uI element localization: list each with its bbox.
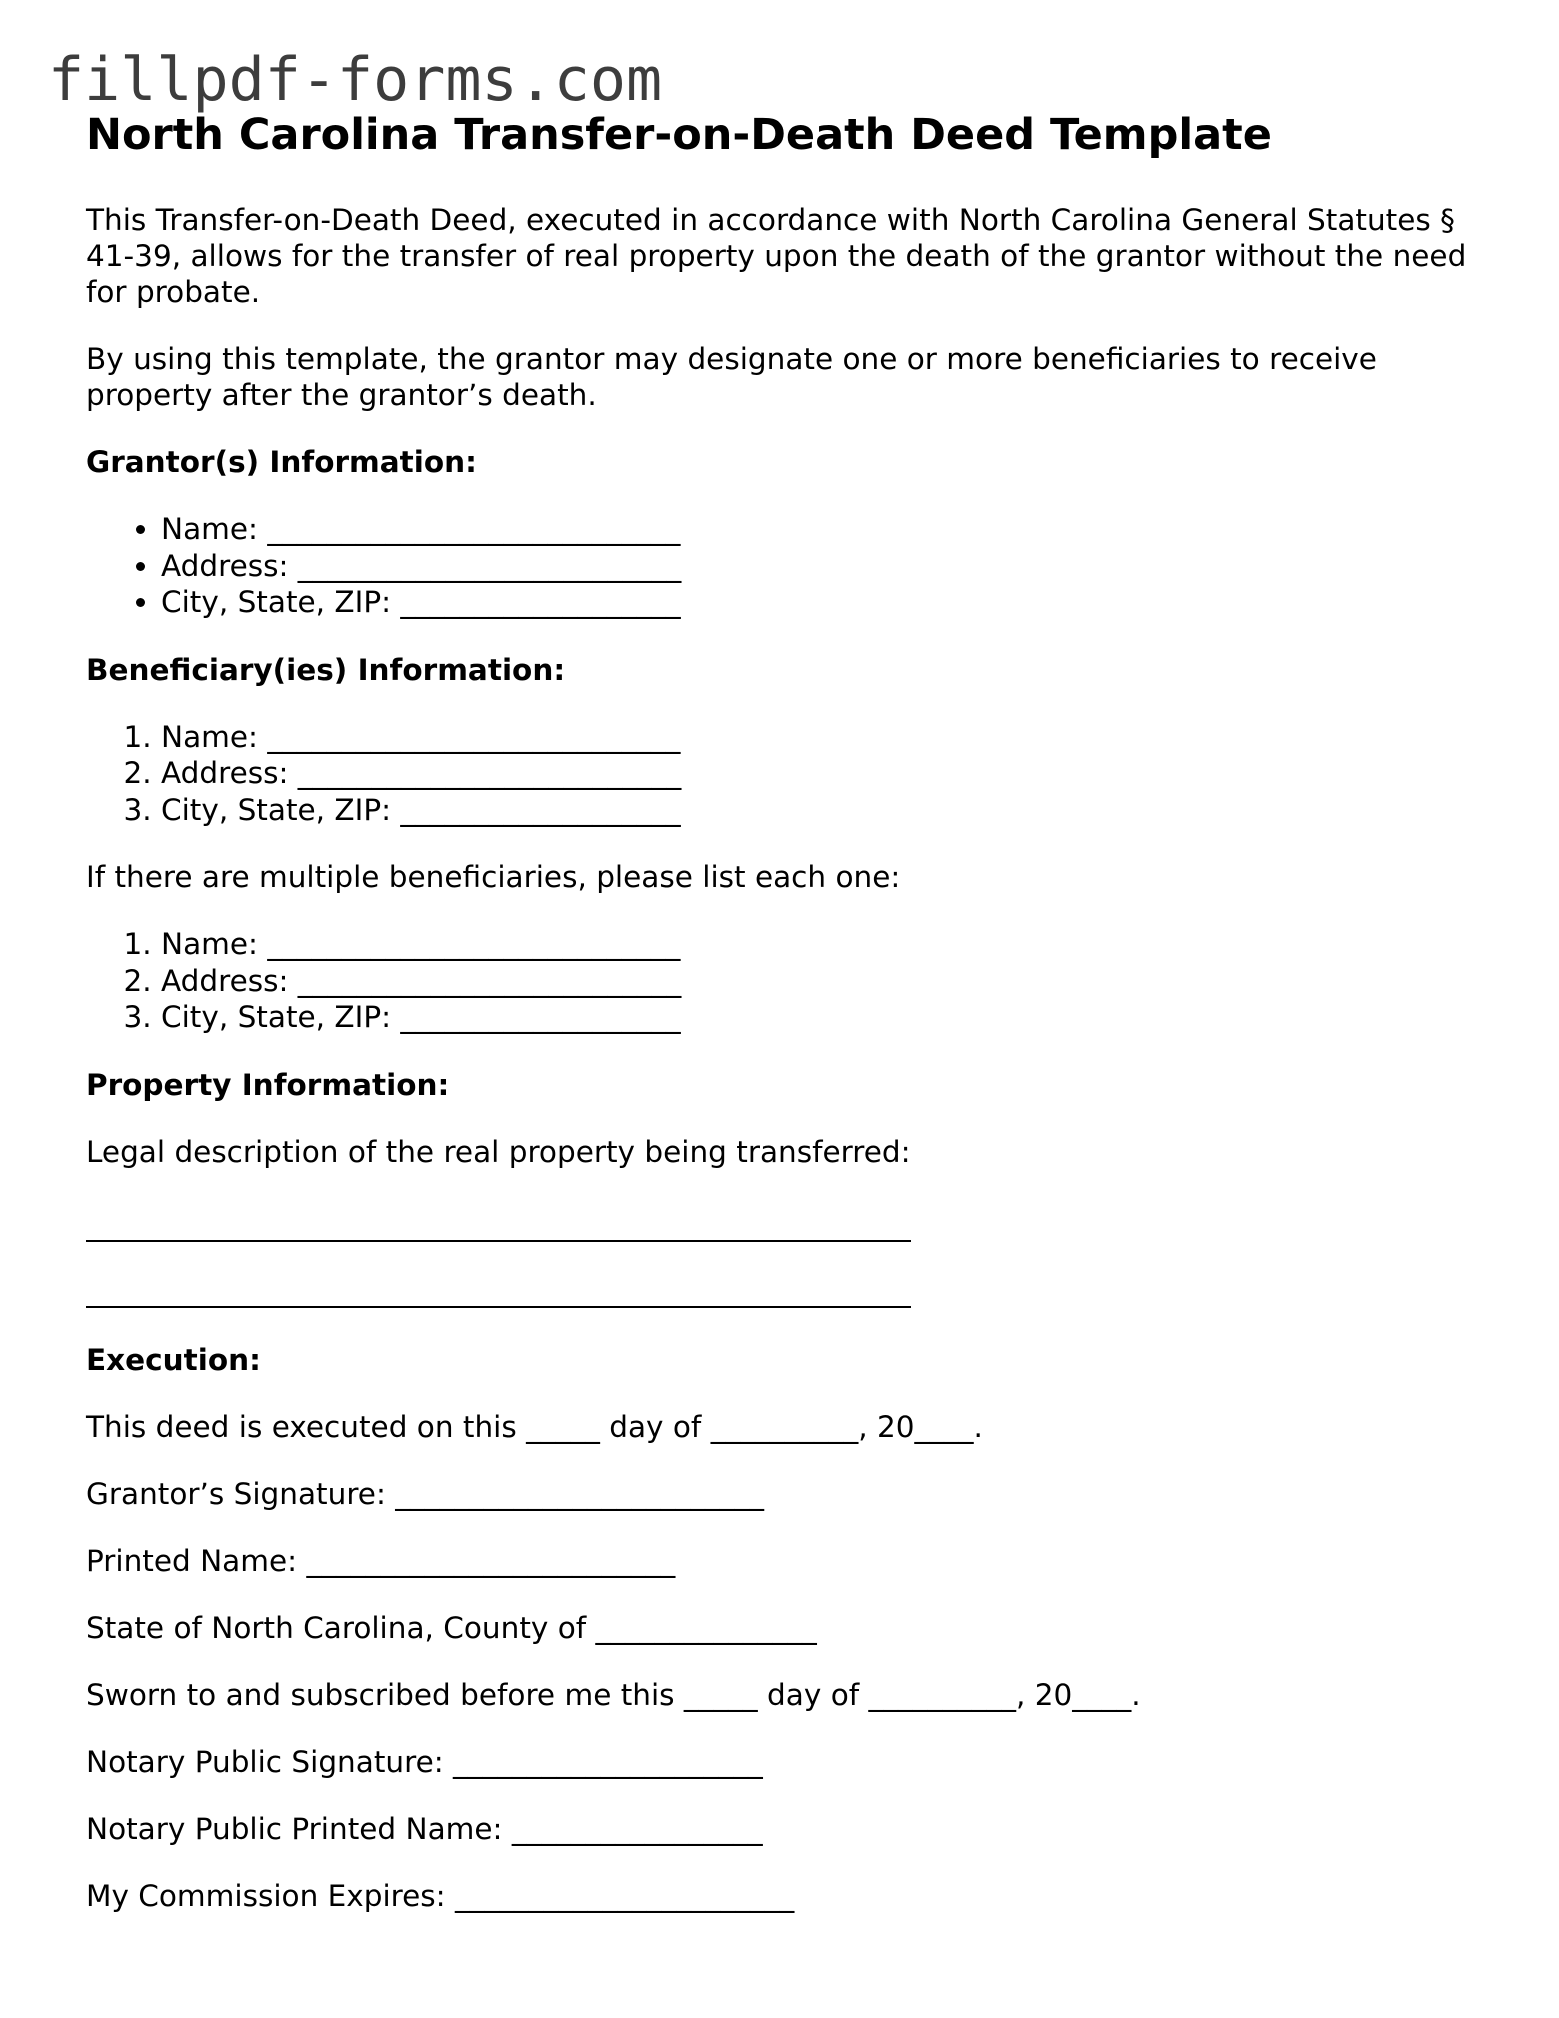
intro-paragraph-1: This Transfer-on-Death Deed, executed in accordance with North Carolina General Statutes § 41-39, allows for the transfer of real property upon the death of the grantor without the need for probate. [86, 203, 1467, 309]
sworn-subscribed-line: Sworn to and subscribed before me this _____ day of __________, 20____. [86, 1677, 1141, 1712]
commission-expires-line: My Commission Expires: _______________________ [86, 1878, 795, 1913]
additional-beneficiary-city-state-zip-field: 3. City, State, ZIP: ___________________ [161, 999, 1486, 1036]
execution-heading: Execution: [86, 1342, 261, 1377]
grantor-name-field: • Name: ____________________________ [161, 511, 1486, 548]
page-title: North Carolina Transfer-on-Death Deed Template [86, 110, 1272, 160]
additional-beneficiary-name-field: 1. Name: ____________________________ [161, 926, 1486, 963]
document-body [86, 106, 1486, 1914]
beneficiary-city-state-zip-field: 3. City, State, ZIP: ___________________ [161, 792, 1486, 829]
legal-description-label: Legal description of the real property being transferred: [86, 1134, 911, 1169]
county-line: State of North Carolina, County of _______________ [86, 1610, 817, 1645]
grantor-heading: Grantor(s) Information: [86, 445, 477, 479]
notary-signature-line: Notary Public Signature: _____________________ [86, 1744, 763, 1779]
property-heading: Property Information: [86, 1067, 450, 1102]
printed-name-line: Printed Name: _________________________ [86, 1543, 676, 1578]
execution-date-line: This deed is executed on this _____ day of __________, 20____. [86, 1409, 983, 1444]
grantor-signature-line: Grantor’s Signature: _________________________ [86, 1476, 765, 1511]
intro-paragraph-2: By using this template, the grantor may designate one or more beneficiaries to receive property after the grantor’s death. [86, 342, 1377, 412]
beneficiary-heading: Beneficiary(ies) Information: [86, 652, 566, 687]
legal-description-line-2 [86, 1306, 911, 1308]
notary-printed-name-line: Notary Public Printed Name: _________________ [86, 1811, 763, 1846]
legal-description-line-1 [86, 1240, 911, 1242]
watermark-text: fillpdf-forms.com [48, 45, 663, 115]
grantor-city-state-zip-field: • City, State, ZIP: ___________________ [161, 584, 1486, 621]
beneficiary-list [86, 719, 1486, 829]
additional-beneficiary-list [86, 926, 1486, 1036]
additional-beneficiary-address-field: 2. Address: __________________________ [161, 963, 1486, 1000]
grantor-address-field: • Address: __________________________ [161, 548, 1486, 585]
grantor-list [86, 511, 1486, 621]
beneficiary-address-field: 2. Address: __________________________ [161, 755, 1486, 792]
multiple-beneficiaries-note: If there are multiple beneficiaries, please list each one: [86, 860, 901, 894]
beneficiary-name-field: 1. Name: ____________________________ [161, 719, 1486, 756]
